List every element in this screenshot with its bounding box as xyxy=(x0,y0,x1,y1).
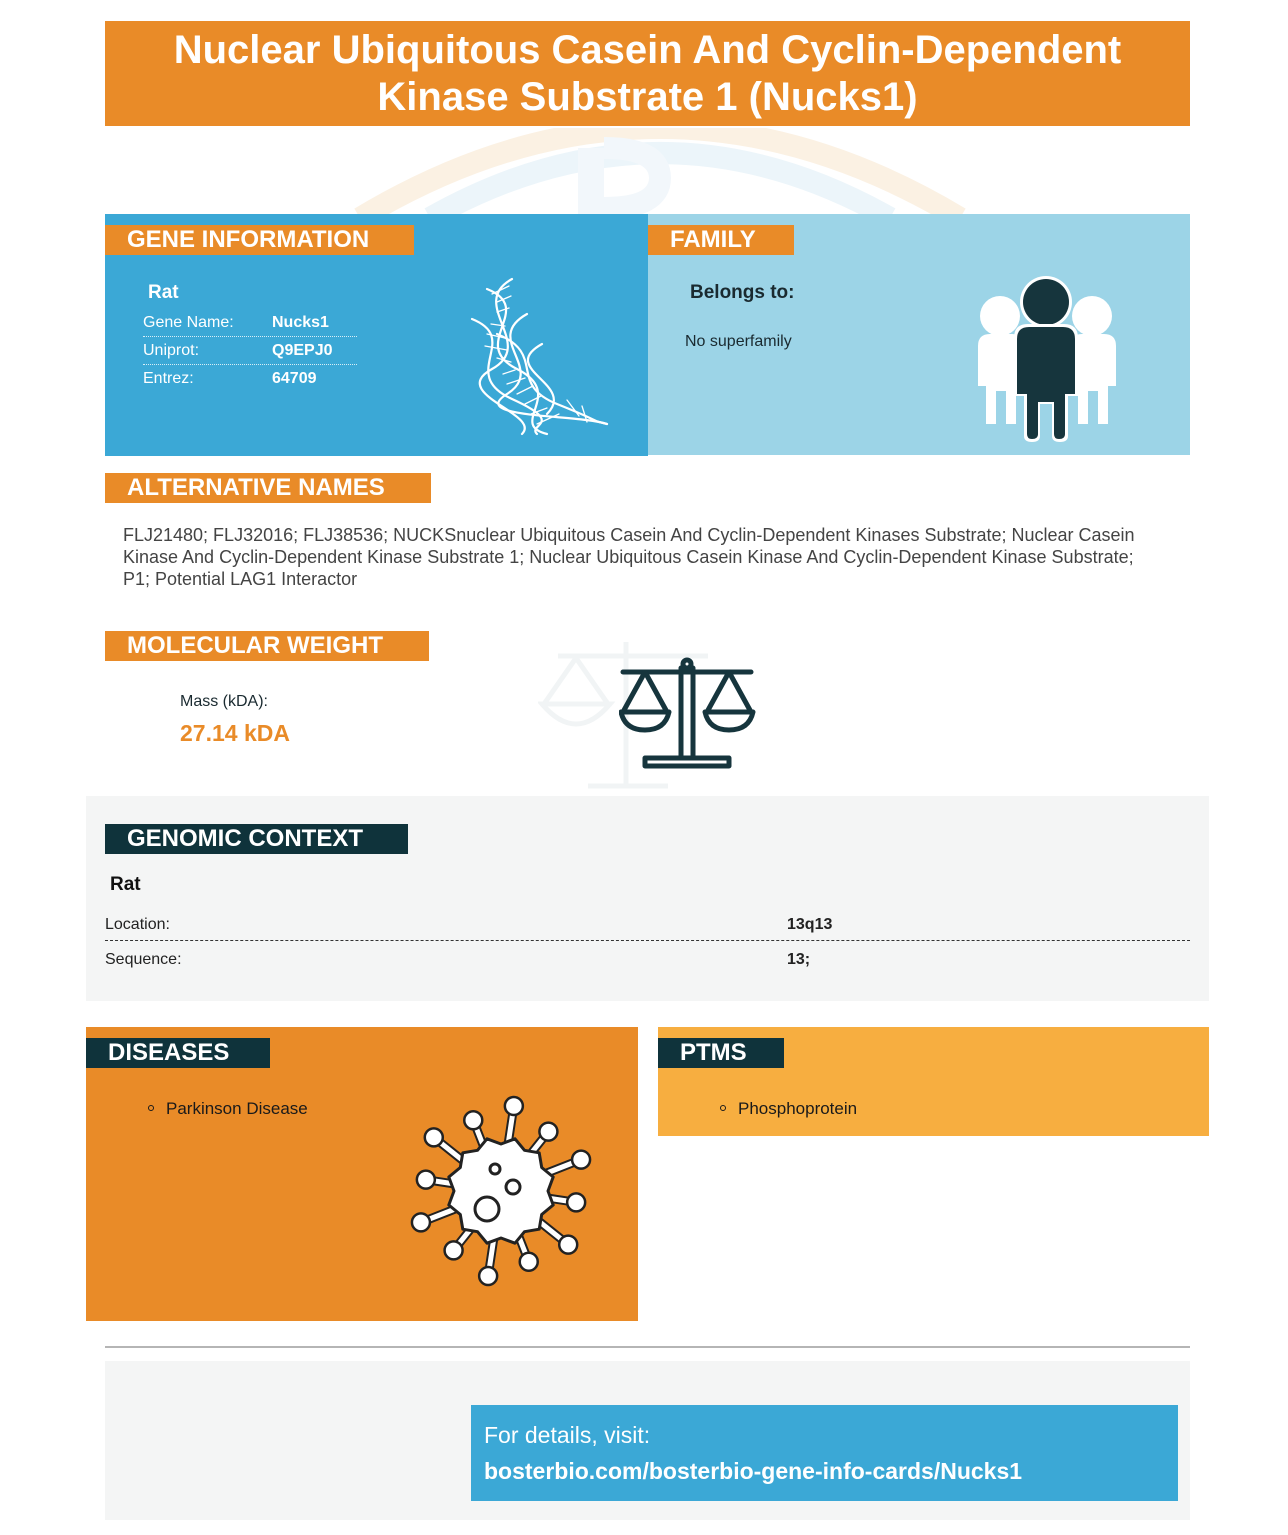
details-intro: For details, visit: xyxy=(484,1422,651,1448)
alternative-names-heading: ALTERNATIVE NAMES xyxy=(105,473,431,503)
mass-label: Mass (kDA): xyxy=(180,693,268,710)
ptm-list-item xyxy=(720,1099,857,1119)
uniprot-label: Uniprot: xyxy=(143,342,200,359)
gene-info-row xyxy=(143,365,357,393)
molecular-weight-heading: MOLECULAR WEIGHT xyxy=(105,631,429,661)
ptm-name: Phosphoprotein xyxy=(738,1099,858,1118)
genomic-species: Rat xyxy=(110,874,141,895)
belongs-to-label: Belongs to: xyxy=(690,282,795,303)
diseases-heading: DISEASES xyxy=(86,1038,270,1068)
family-panel xyxy=(648,214,1190,455)
gene-name-label: Gene Name: xyxy=(143,314,234,331)
diseases-panel xyxy=(86,1027,638,1321)
details-link-box[interactable] xyxy=(471,1405,1178,1501)
gene-name-value: Nucks1 xyxy=(272,314,329,331)
genomic-row xyxy=(105,907,1190,941)
watermark-logo xyxy=(340,128,980,218)
genomic-context-panel xyxy=(86,796,1209,1001)
details-url-link[interactable]: bosterbio.com/bosterbio-gene-info-cards/Nucks1 xyxy=(484,1458,1023,1484)
uniprot-value: Q9EPJ0 xyxy=(272,342,333,359)
alternative-names-text: FLJ21480; FLJ32016; FLJ38536; NUCKSnuclear Ubiquitous Casein And Cyclin-Dependent Kinases Substrate; Nuclear Casein Kinase And Cyclin-Dependent Kinase Substrate 1; Nuclear Ubiquitous Casein Kinase And Cyclin-Dependent Kinase Substrate; P1; Potential LAG1 Interactor xyxy=(123,525,1135,589)
family-value: No superfamily xyxy=(685,333,792,350)
virus-icon xyxy=(406,1081,596,1301)
genomic-context-heading: GENOMIC CONTEXT xyxy=(105,824,408,854)
location-value: 13q13 xyxy=(787,916,833,933)
entrez-value: 64709 xyxy=(272,370,317,387)
family-heading: FAMILY xyxy=(648,225,794,255)
page-title: Nuclear Ubiquitous Casein And Cyclin-Dependent Kinase Substrate 1 (Nucks1) xyxy=(173,27,1122,119)
sequence-label: Sequence: xyxy=(105,951,182,968)
disease-list-item xyxy=(148,1099,308,1119)
disease-name: Parkinson Disease xyxy=(166,1099,308,1118)
gene-info-row xyxy=(143,337,357,365)
dna-icon xyxy=(467,274,617,439)
scale-icon xyxy=(619,656,757,772)
gene-information-panel xyxy=(105,214,648,456)
footer-divider xyxy=(105,1346,1190,1348)
gene-info-row xyxy=(143,309,357,337)
gene-information-heading: GENE INFORMATION xyxy=(105,225,414,255)
location-label: Location: xyxy=(105,916,170,933)
gene-species: Rat xyxy=(148,282,179,303)
sequence-value: 13; xyxy=(787,951,811,968)
people-group-icon xyxy=(970,276,1122,444)
bullet-icon xyxy=(720,1105,726,1111)
genomic-row xyxy=(105,942,1190,976)
mass-value: 27.14 kDA xyxy=(180,720,290,746)
ptms-heading: PTMS xyxy=(658,1038,784,1068)
title-banner xyxy=(105,21,1190,126)
ptms-panel xyxy=(658,1027,1209,1136)
entrez-label: Entrez: xyxy=(143,370,194,387)
bullet-icon xyxy=(148,1105,154,1111)
